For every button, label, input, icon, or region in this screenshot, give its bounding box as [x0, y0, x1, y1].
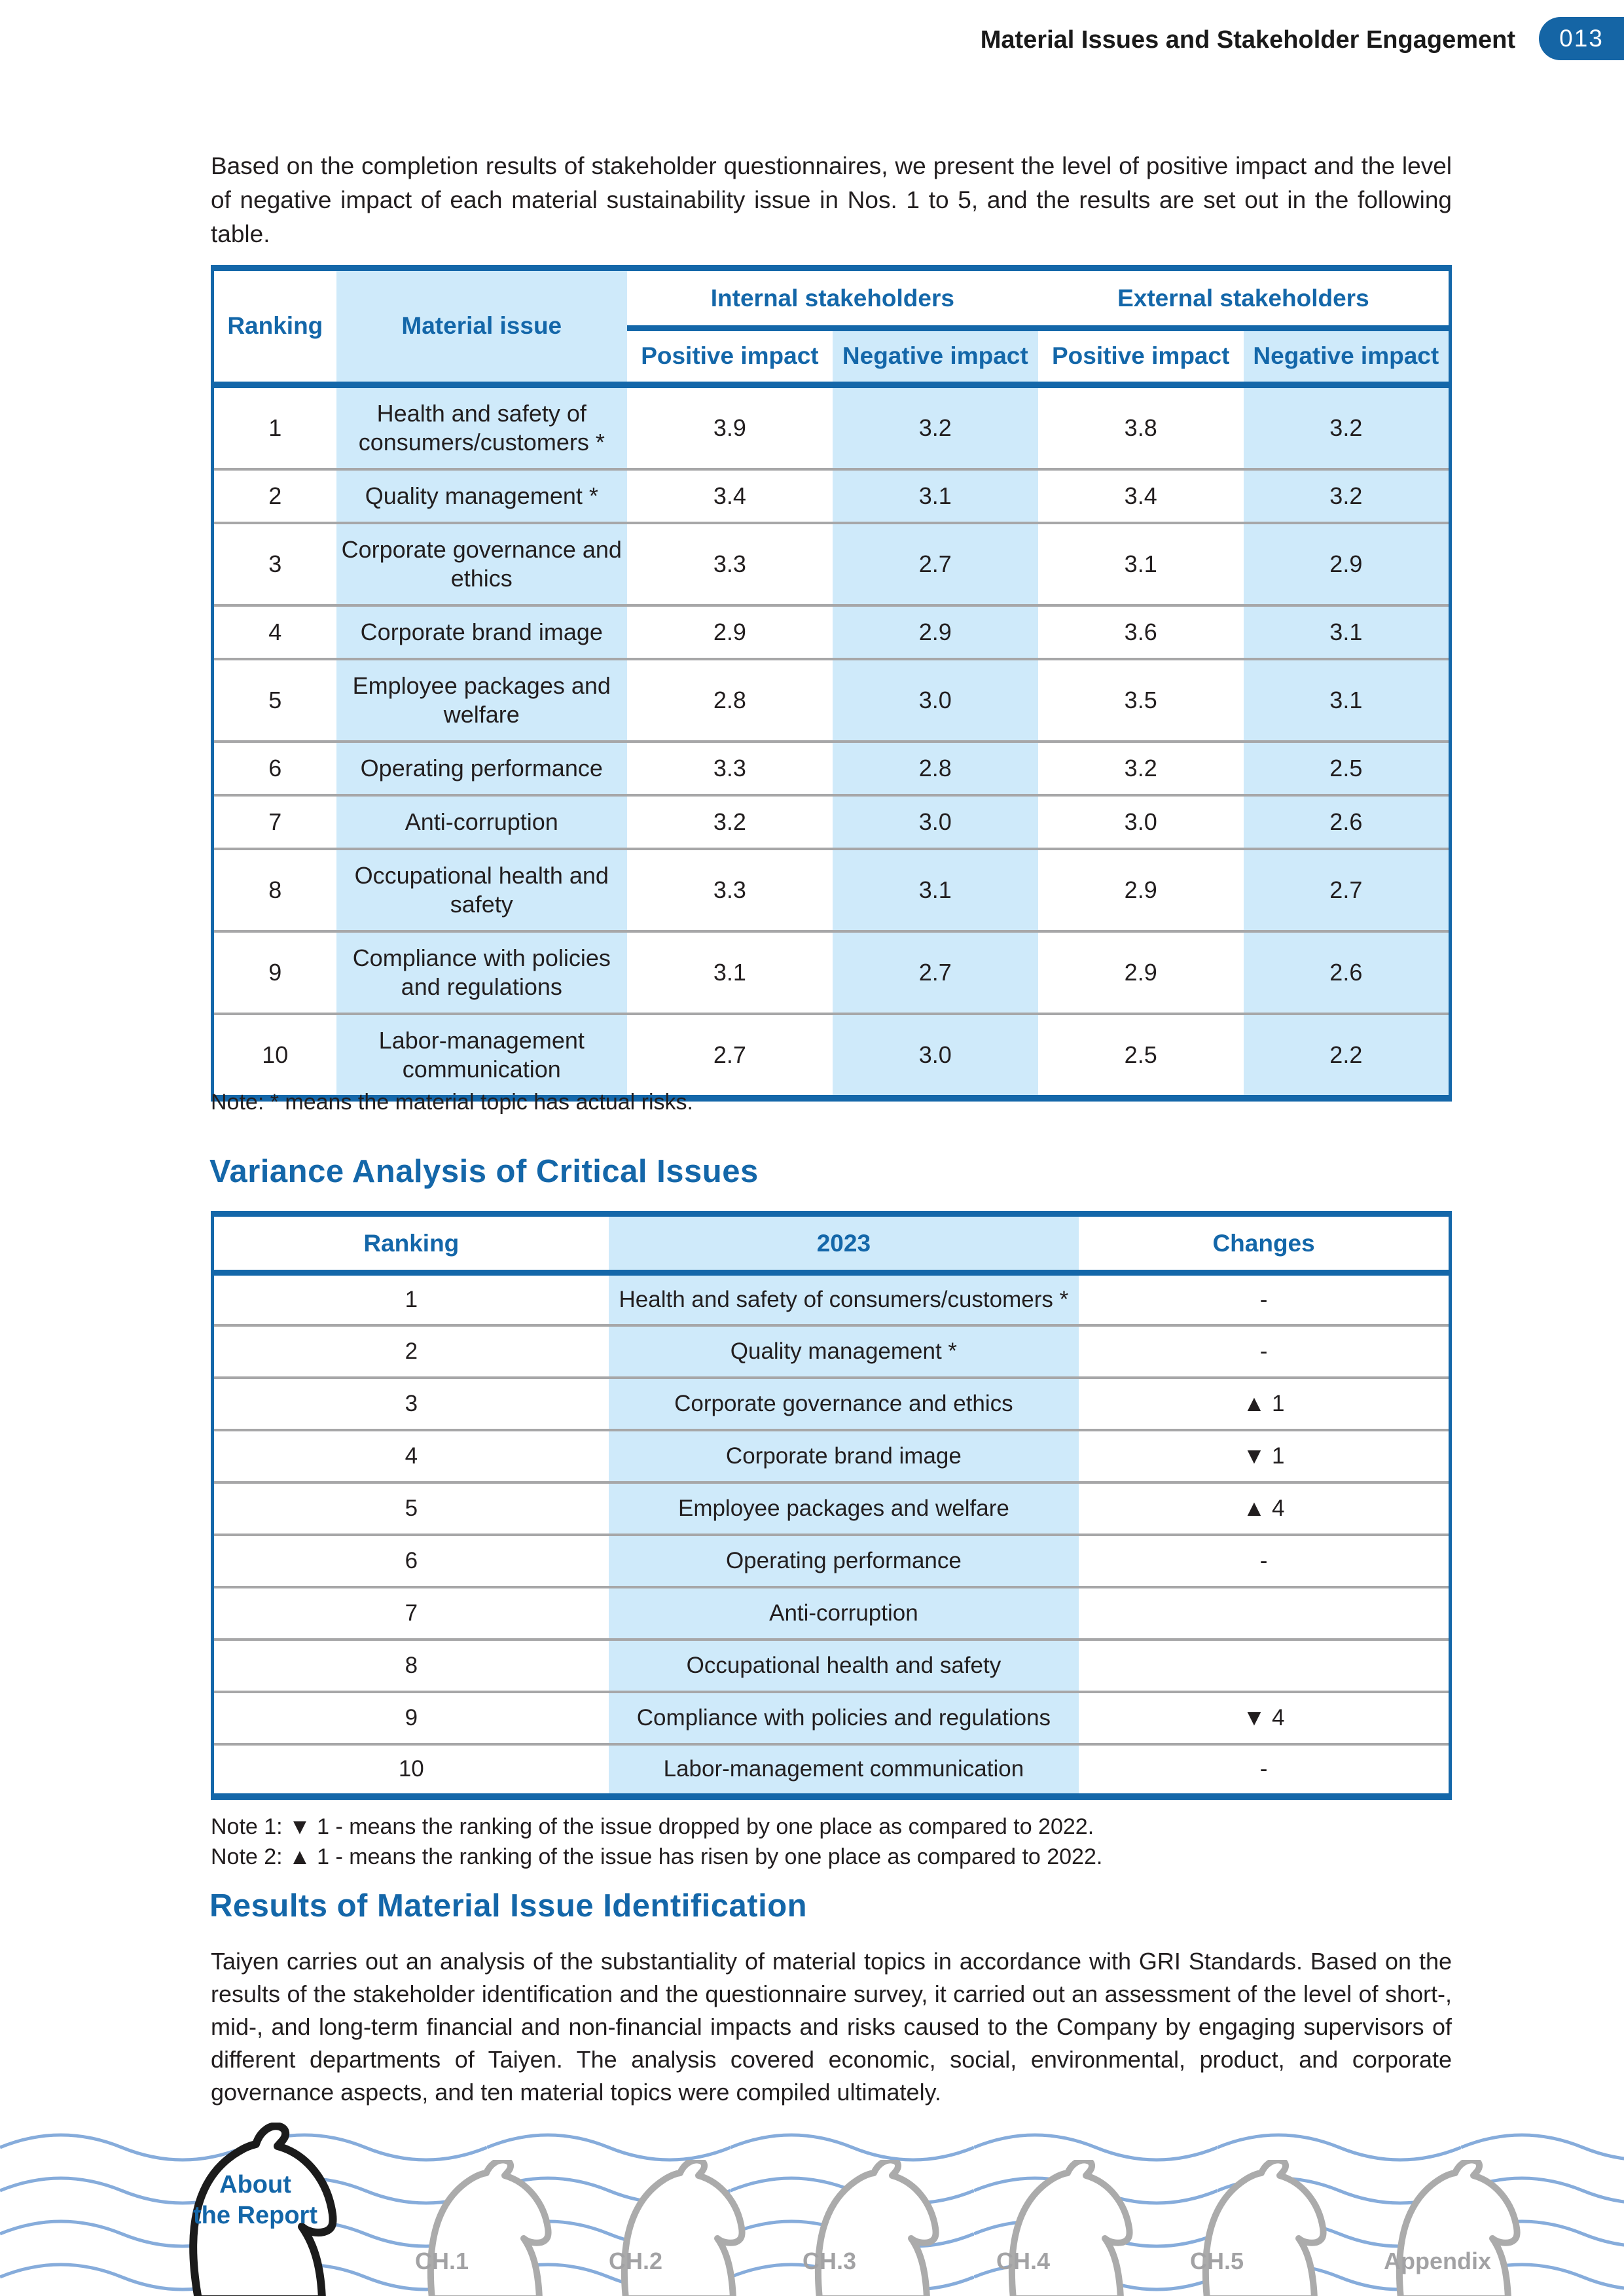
ranking-cell: 4 — [213, 1430, 609, 1482]
dolphin-icon — [787, 2160, 983, 2296]
internal-positive-cell: 3.3 — [627, 742, 833, 795]
internal-positive-cell: 3.2 — [627, 795, 833, 849]
table-row — [213, 1692, 1451, 1744]
results-section-title: Results of Material Issue Identification — [209, 1888, 808, 1924]
change-cell: - — [1259, 1286, 1268, 1312]
external-positive-cell: 3.4 — [1038, 469, 1244, 523]
page-number: 013 — [1559, 25, 1604, 52]
col-header-external-positive: Positive impact — [1038, 329, 1244, 385]
table-row — [213, 1014, 1451, 1098]
dolphin-icon — [1368, 2160, 1564, 2296]
footer-wave-band — [0, 2119, 1624, 2296]
footer-tab-ch3[interactable] — [787, 2160, 983, 2296]
internal-negative-cell: 2.8 — [833, 742, 1038, 795]
issue-cell: Quality management * — [609, 1325, 1079, 1378]
table-row — [213, 849, 1451, 931]
external-positive-cell: 3.5 — [1038, 659, 1244, 742]
footer-tab-ch5[interactable] — [1174, 2160, 1371, 2296]
external-positive-cell: 3.8 — [1124, 414, 1157, 441]
internal-positive-cell: 3.4 — [627, 469, 833, 523]
col-header-external-negative: Negative impact — [1244, 329, 1451, 385]
issue-cell: Operating performance — [336, 742, 627, 795]
ranking-cell: 10 — [213, 1014, 336, 1098]
about-the-report-label: About the Report — [193, 2171, 317, 2229]
internal-negative-cell: 3.0 — [833, 1014, 1038, 1098]
ranking-cell: 6 — [213, 1535, 609, 1587]
external-positive-cell: 3.2 — [1038, 742, 1244, 795]
table-row — [213, 523, 1451, 605]
external-positive-cell: 2.9 — [1038, 849, 1244, 931]
ranking-cell: 8 — [213, 849, 336, 931]
table-row — [213, 469, 1451, 523]
external-positive-cell: 3.1 — [1038, 523, 1244, 605]
internal-positive-cell: 2.9 — [627, 605, 833, 659]
col-header-internal-positive: Positive impact — [627, 329, 833, 385]
page-header-title: Material Issues and Stakeholder Engagement — [980, 26, 1515, 54]
ranking-cell: 4 — [213, 605, 336, 659]
footer-tab-appendix[interactable] — [1368, 2160, 1564, 2296]
variance-table — [211, 1211, 1452, 1800]
table-row — [213, 1378, 1451, 1430]
col-header-ranking: Ranking — [213, 268, 336, 385]
table-row — [213, 385, 1451, 469]
issue-cell: Labor-management communication — [336, 1014, 627, 1098]
col-header-internal-negative: Negative impact — [833, 329, 1038, 385]
ranking-cell: 2 — [213, 1325, 609, 1378]
dolphin-icon — [399, 2160, 596, 2296]
external-negative-cell: 2.9 — [1244, 523, 1451, 605]
ranking-cell: 2 — [213, 469, 336, 523]
table-row — [213, 1640, 1451, 1692]
col-group-internal-stakeholders: Internal stakeholders — [627, 268, 1038, 329]
external-negative-cell: 2.7 — [1244, 849, 1451, 931]
col-header-changes: Changes — [1079, 1214, 1450, 1273]
table-row — [213, 1587, 1451, 1640]
table-row — [213, 931, 1451, 1014]
internal-positive-cell: 3.1 — [627, 931, 833, 1014]
internal-negative-cell: 2.7 — [833, 931, 1038, 1014]
footer-tab-ch2[interactable] — [593, 2160, 789, 2296]
ranking-cell: 6 — [213, 742, 336, 795]
dolphin-icon — [593, 2160, 789, 2296]
issue-cell: Employee packages and welfare — [336, 659, 627, 742]
ranking-cell: 7 — [213, 1587, 609, 1640]
footer-tab-ch1[interactable] — [399, 2160, 596, 2296]
internal-negative-cell: 3.0 — [833, 795, 1038, 849]
internal-negative-cell: 3.2 — [833, 385, 1038, 469]
dolphin-icon — [1174, 2160, 1371, 2296]
issue-cell: Health and safety of consumers/customers * — [336, 385, 627, 469]
footer-tab-label: CH.1 — [415, 2248, 469, 2274]
internal-negative-cell: 2.9 — [833, 605, 1038, 659]
issue-cell: Occupational health and safety — [336, 849, 627, 931]
footer-tab-label: CH.2 — [609, 2248, 663, 2274]
issue-cell: Labor-management communication — [609, 1744, 1079, 1797]
table-row — [213, 742, 1451, 795]
change-cell — [1079, 1587, 1450, 1640]
internal-negative-cell: 2.7 — [833, 523, 1038, 605]
ranking-cell: 9 — [213, 931, 336, 1014]
table-row — [213, 605, 1451, 659]
internal-negative-cell: 3.1 — [833, 849, 1038, 931]
table-row — [213, 795, 1451, 849]
issue-cell: Compliance with policies and regulations — [609, 1692, 1079, 1744]
ranking-cell: 5 — [213, 659, 336, 742]
issue-cell: Corporate governance and ethics — [336, 523, 627, 605]
external-negative-cell: 2.6 — [1244, 931, 1451, 1014]
issue-cell: Anti-corruption — [609, 1587, 1079, 1640]
issue-cell: Health and safety of consumers/customers * — [609, 1273, 1079, 1325]
issue-cell: Quality management * — [336, 469, 627, 523]
col-group-external-stakeholders: External stakeholders — [1038, 268, 1451, 329]
footer-tab-label: CH.4 — [996, 2248, 1051, 2274]
table-row — [213, 659, 1451, 742]
issue-cell: Corporate brand image — [609, 1430, 1079, 1482]
variance-section-title: Variance Analysis of Critical Issues — [209, 1154, 759, 1189]
ranking-cell: 3 — [213, 1378, 609, 1430]
internal-negative-cell: 3.0 — [833, 659, 1038, 742]
table-row — [213, 1430, 1451, 1482]
issue-cell: Occupational health and safety — [609, 1640, 1079, 1692]
issue-cell: Corporate brand image — [336, 605, 627, 659]
change-cell: ▼ 1 — [1079, 1430, 1450, 1482]
external-negative-cell: 3.2 — [1244, 469, 1451, 523]
results-paragraph: Taiyen carries out an analysis of the substantiality of material topics in accordance with GRI Standards. Based on the results of the stakeholder identification and the questionnaire survey, it carried out an assessment of the level of short-, mid-, and long-term financial and non-financial impacts and risks caused to the Company by engaging supervisors of different departments of Taiyen. The analysis covered economic, social, environmental, product, and corporate governance aspects, and ten material topics were compiled ultimately. — [211, 1948, 1452, 2106]
external-negative-cell: 3.2 — [1244, 385, 1451, 469]
change-cell — [1079, 1640, 1450, 1692]
dolphin-icon — [981, 2160, 1177, 2296]
about-the-report-tab[interactable] — [141, 2123, 370, 2296]
footer-tab-ch4[interactable] — [981, 2160, 1177, 2296]
external-positive-cell: 3.6 — [1038, 605, 1244, 659]
internal-positive-cell: 2.8 — [627, 659, 833, 742]
table-row — [213, 1744, 1451, 1797]
table-row — [213, 1482, 1451, 1535]
external-positive-cell: 2.9 — [1038, 931, 1244, 1014]
issue-cell: Employee packages and welfare — [609, 1482, 1079, 1535]
variance-note-1: Note 1: ▼ 1 - means the ranking of the issue dropped by one place as compared to 2022. — [211, 1814, 1094, 1839]
change-cell: - — [1079, 1535, 1450, 1587]
table-row — [213, 1535, 1451, 1587]
internal-positive-cell: 3.3 — [627, 849, 833, 931]
external-negative-cell: 2.5 — [1244, 742, 1451, 795]
ranking-cell: 10 — [213, 1744, 609, 1797]
impact-table — [211, 265, 1452, 1102]
external-positive-cell: 3.0 — [1038, 795, 1244, 849]
ranking-cell: 1 — [405, 1286, 418, 1312]
external-negative-cell: 2.2 — [1244, 1014, 1451, 1098]
change-cell: - — [1079, 1325, 1450, 1378]
variance-notes — [211, 1812, 1102, 1872]
change-cell: - — [1079, 1744, 1450, 1797]
change-cell: ▲ 4 — [1079, 1482, 1450, 1535]
change-cell: ▲ 1 — [1079, 1378, 1450, 1430]
col-header-ranking: Ranking — [213, 1214, 609, 1273]
issue-cell: Anti-corruption — [336, 795, 627, 849]
issue-cell: Operating performance — [609, 1535, 1079, 1587]
internal-positive-cell: 2.7 — [627, 1014, 833, 1098]
external-positive-cell: 2.5 — [1038, 1014, 1244, 1098]
ranking-cell: 3 — [213, 523, 336, 605]
col-header-material-issue: Material issue — [336, 268, 627, 385]
internal-positive-cell: 3.9 — [713, 414, 746, 441]
ranking-cell: 7 — [213, 795, 336, 849]
issue-cell: Compliance with policies and regulations — [336, 931, 627, 1014]
footer-tab-label: CH.3 — [803, 2248, 857, 2274]
ranking-cell: 1 — [268, 414, 282, 441]
change-cell: ▼ 4 — [1079, 1692, 1450, 1744]
ranking-cell: 9 — [213, 1692, 609, 1744]
issue-cell: Corporate governance and ethics — [609, 1378, 1079, 1430]
page-number-badge — [1539, 17, 1624, 60]
ranking-cell: 5 — [213, 1482, 609, 1535]
external-negative-cell: 3.1 — [1244, 659, 1451, 742]
table-row — [213, 1273, 1451, 1325]
external-negative-cell: 2.6 — [1244, 795, 1451, 849]
col-header-2023: 2023 — [609, 1214, 1079, 1273]
internal-negative-cell: 3.1 — [833, 469, 1038, 523]
internal-positive-cell: 3.3 — [627, 523, 833, 605]
external-negative-cell: 3.1 — [1244, 605, 1451, 659]
intro-paragraph: Based on the completion results of stakeholder questionnaires, we present the level of positive impact and the level of negative impact of each material sustainability issue in Nos. 1 to 5, and the results are set out in the following table. — [211, 152, 1452, 247]
footer-tab-label: Appendix — [1384, 2248, 1492, 2274]
table-row — [213, 1325, 1451, 1378]
footer-tab-label: CH.5 — [1190, 2248, 1244, 2274]
impact-table-note: Note: * means the material topic has actual risks. — [211, 1090, 693, 1115]
variance-note-2: Note 2: ▲ 1 - means the ranking of the issue has risen by one place as compared to 2022. — [211, 1844, 1103, 1869]
ranking-cell: 8 — [213, 1640, 609, 1692]
